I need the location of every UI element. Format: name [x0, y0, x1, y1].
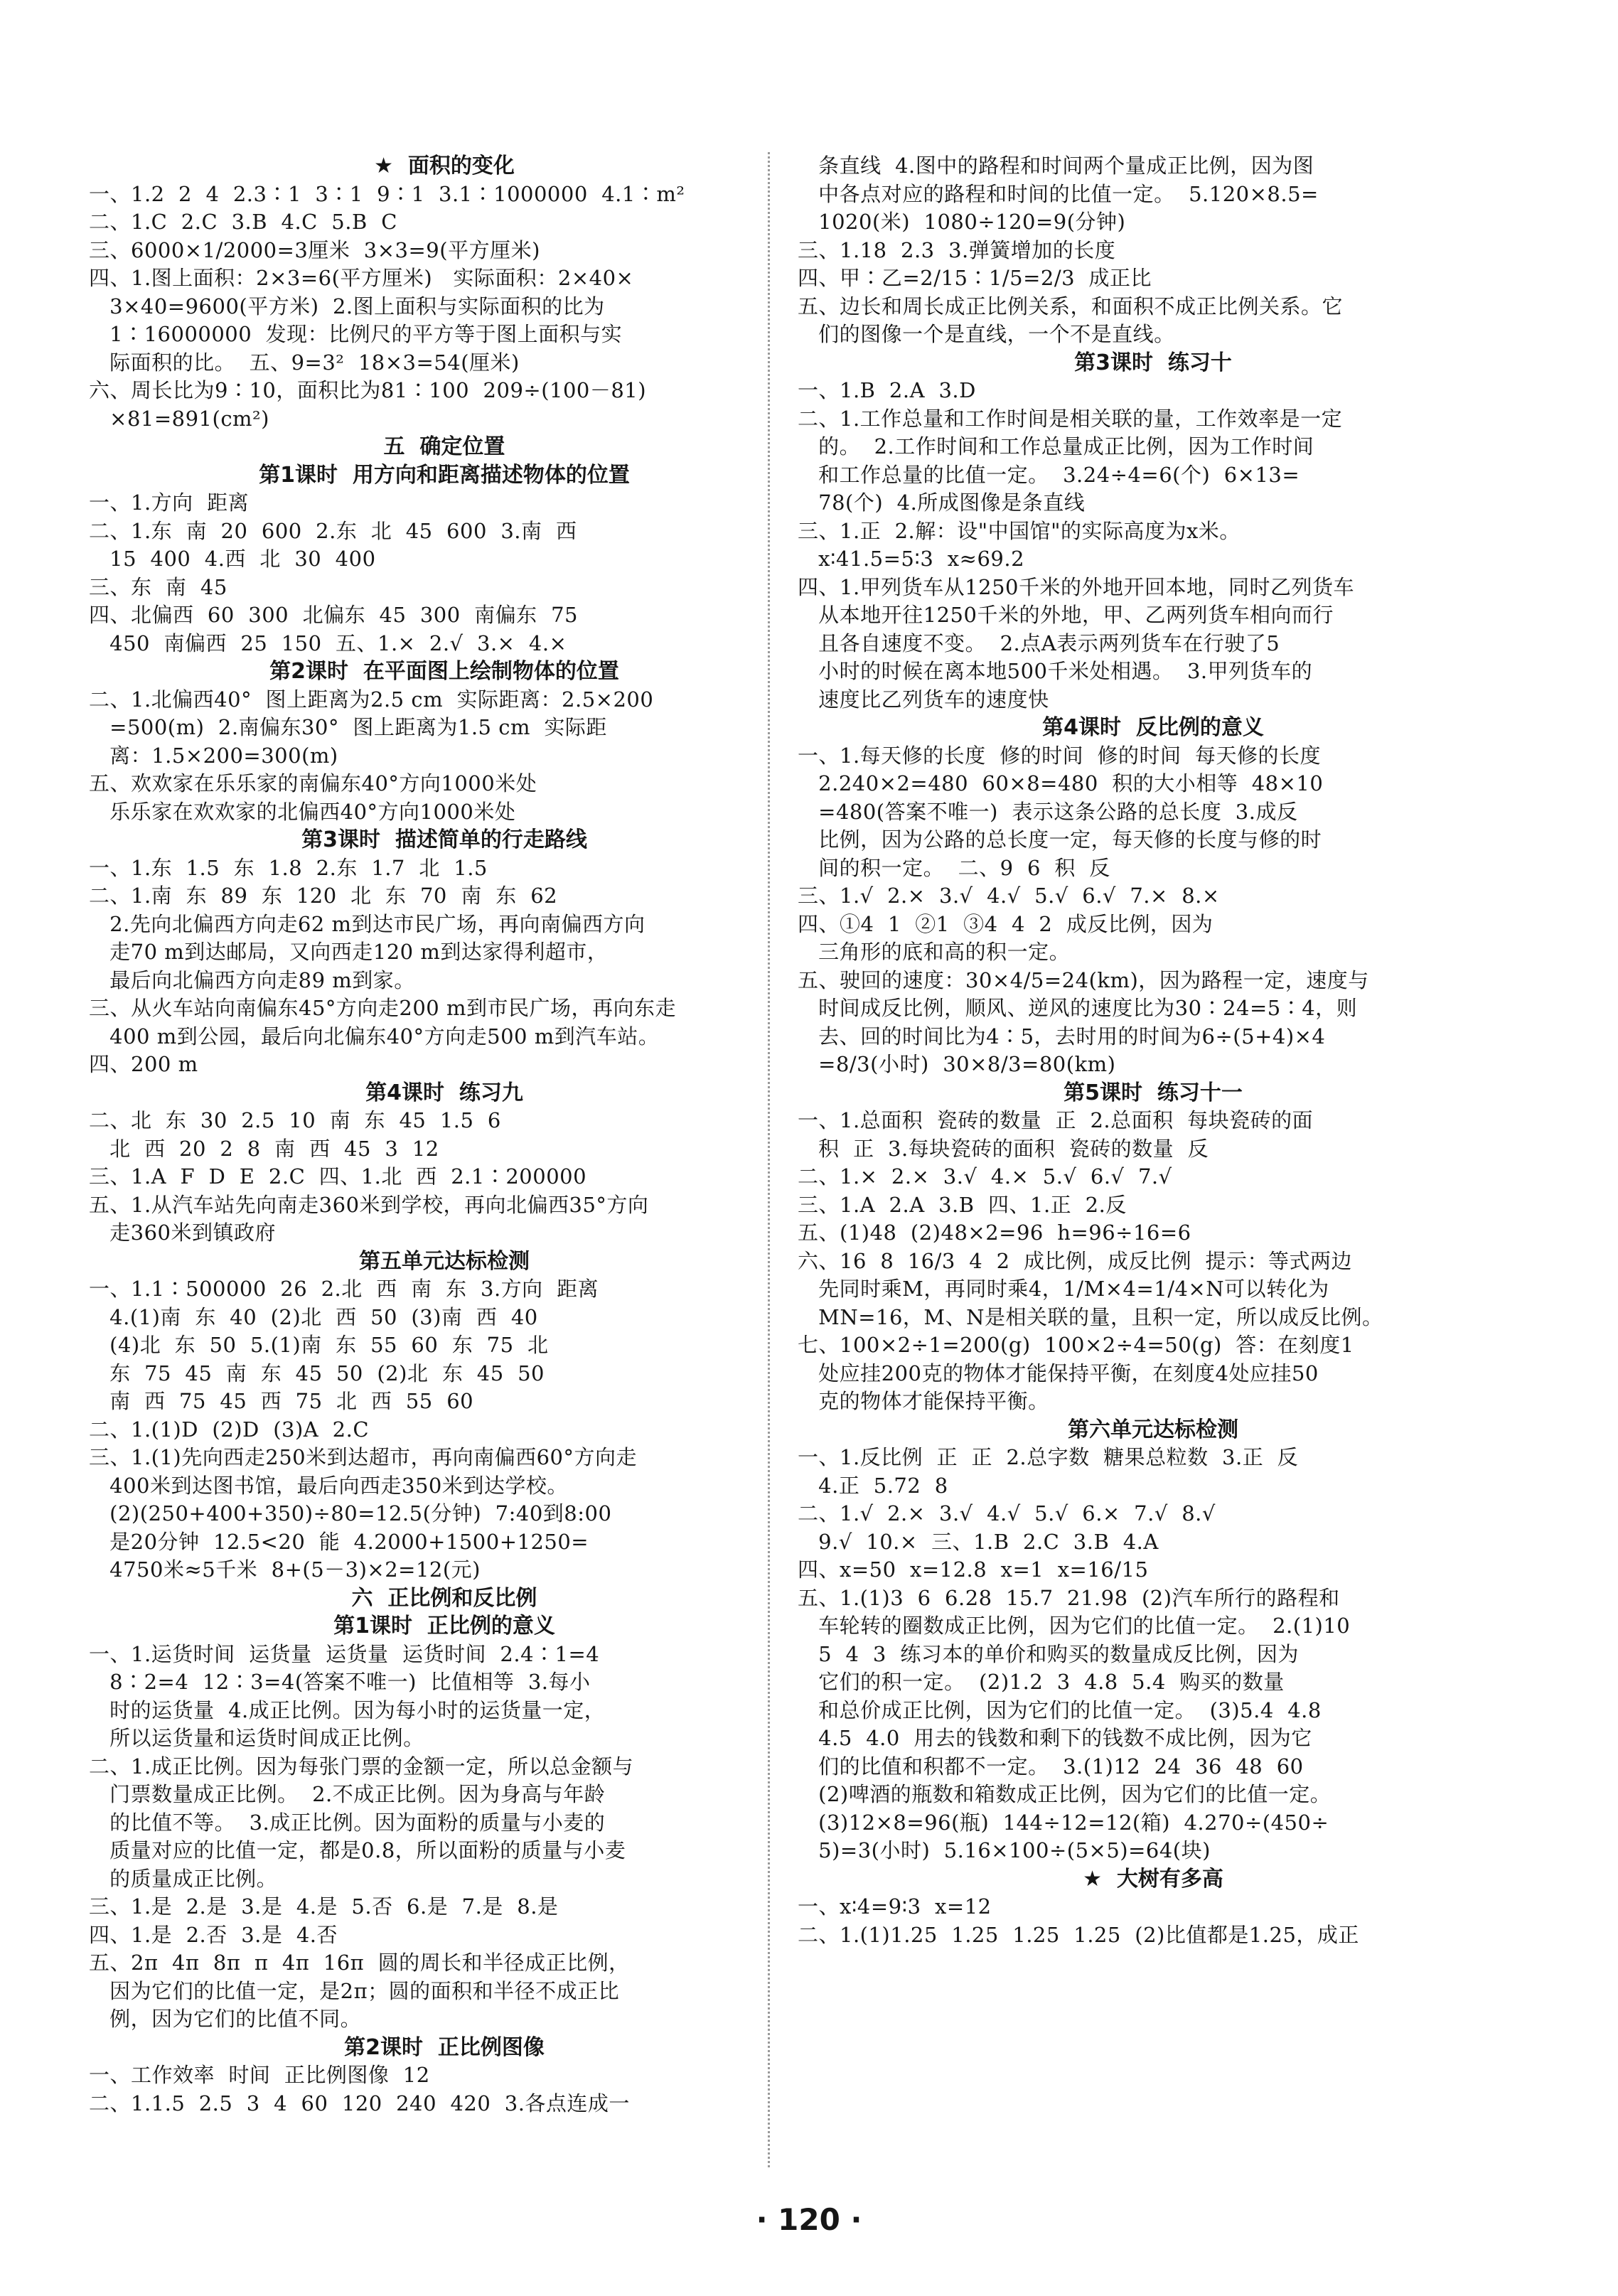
answer-line: 走70 m到达邮局，又向西走120 m到达家得利超市，: [89, 940, 609, 964]
answer-line: 4.正 5.72 8: [798, 1473, 948, 1498]
answer-line: 四、1.图上面积：2×3=6(平方厘米) 实际面积：2×40×: [89, 266, 634, 290]
answer-line: 2.240×2=480 60×8=480 积的大小相等 48×10: [798, 771, 1324, 795]
answer-line: 五、1.(1)3 6 6.28 15.7 21.98 (2)汽车所行的路程和: [798, 1585, 1340, 1610]
answer-line: 三角形的底和高的积一定。: [798, 940, 1071, 964]
answer-line: 四、①4 1 ②1 ③4 4 2 成反比例，因为: [798, 911, 1214, 936]
answer-line: 先同时乘M，再同时乘4，1/M×4=1/4×N可以转化为: [798, 1277, 1329, 1301]
answer-line: 车轮转的圈数成正比例，因为它们的比值一定。 2.(1)10: [798, 1614, 1351, 1638]
answer-line: 一、1.运货时间 运货量 运货量 运货时间 2.4∶1=4: [89, 1641, 600, 1666]
answer-line: 4.(1)南 东 40 (2)北 西 50 (3)南 西 40: [89, 1304, 538, 1329]
answer-line: 9.√ 10.× 三、1.B 2.C 3.B 4.A: [798, 1529, 1159, 1554]
answer-line: 且各自速度不变。 2.点A表示两列货车在行驶了5: [798, 631, 1280, 655]
answer-line: (2)(250+400+350)÷80=12.5(分钟) 7:40到8:00: [89, 1501, 612, 1525]
answer-line: (4)北 东 50 5.(1)南 东 55 60 东 75 北: [89, 1333, 549, 1357]
answer-line: 北 西 20 2 8 南 西 45 3 12: [89, 1136, 439, 1161]
answer-line: 和工作总量的比值一定。 3.24÷4=6(个) 6×13=: [798, 462, 1300, 487]
answer-line: 六、周长比为9∶10，面积比为81∶100 209÷(100－81): [89, 378, 647, 402]
answer-line: 四、x=50 x=12.8 x=1 x=16/15: [798, 1557, 1149, 1582]
section-heading: 第六单元达标检测: [1068, 1417, 1238, 1442]
answer-line: 们的比值和积都不一定。 3.(1)12 24 36 48 60: [798, 1754, 1304, 1779]
answer-line: 五、(1)48 (2)48×2=96 h=96÷16=6: [798, 1221, 1191, 1245]
section-heading: ★ 大树有多高: [1083, 1866, 1223, 1892]
answer-line: 四、甲∶乙=2/15∶1/5=2/3 成正比: [798, 266, 1152, 290]
section-heading: 第3课时 练习十: [1074, 350, 1232, 375]
section-heading: 第3课时 描述简单的行走路线: [301, 827, 587, 852]
answer-line: 走360米到镇政府: [89, 1221, 277, 1245]
answer-line: ×81=891(cm²): [89, 406, 269, 431]
section-heading: 第1课时 正比例的意义: [333, 1614, 555, 1638]
section-heading: 五 确定位置: [383, 434, 505, 459]
answer-line: 三、1.A F D E 2.C 四、1.北 西 2.1∶200000: [89, 1164, 587, 1189]
answer-line: 和总价成正比例，因为它们的比值一定。 (3)5.4 4.8: [798, 1697, 1322, 1722]
section-heading: 第4课时 练习九: [365, 1080, 523, 1105]
answer-line: 条直线 4.图中的路程和时间两个量成正比例，因为图: [798, 154, 1314, 178]
answer-line: 二、1.× 2.× 3.√ 4.× 5.√ 6.√ 7.√: [798, 1164, 1172, 1189]
answer-line: 二、1.北偏西40° 图上距离为2.5 cm 实际距离：2.5×200: [89, 687, 654, 712]
answer-line: 二、北 东 30 2.5 10 南 东 45 1.5 6: [89, 1108, 501, 1132]
answer-line: 二、1.工作总量和工作时间是相关联的量，工作效率是一定: [798, 406, 1343, 431]
answer-line: 4.5 4.0 用去的钱数和剩下的钱数不成比例，因为它: [798, 1726, 1312, 1750]
answer-line: 四、1.甲列货车从1250千米的外地开回本地，同时乙列货车: [798, 574, 1354, 599]
answer-line: 三、从火车站向南偏东45°方向走200 m到市民广场，再向东走: [89, 996, 676, 1020]
answer-line: 处应挂200克的物体才能保持平衡，在刻度4处应挂50: [798, 1361, 1319, 1385]
answer-line: 四、200 m: [89, 1052, 198, 1076]
answer-line: =500(m) 2.南偏东30° 图上距离为1.5 cm 实际距: [89, 715, 607, 739]
answer-line: 400 m到公园，最后向北偏东40°方向走500 m到汽车站。: [89, 1024, 660, 1048]
answer-line: 去、回的时间比为4∶5，去时用的时间为6÷(5+4)×4: [798, 1024, 1326, 1048]
answer-line: 的质量成正比例。: [89, 1866, 278, 1891]
answer-line: 15 400 4.西 北 30 400: [89, 547, 376, 571]
answer-line: 比例，因为公路的总长度一定，每天修的长度与修的时: [798, 827, 1322, 852]
answer-line: 克的物体才能保持平衡。: [798, 1389, 1049, 1413]
answer-line: 三、1.正 2.解：设"中国馆"的实际高度为x米。: [798, 518, 1241, 543]
answer-line: 5)=3(小时) 5.16×100÷(5×5)=64(块): [798, 1838, 1211, 1862]
answer-line: 从本地开往1250千米的外地，甲、乙两列货车相向而行: [798, 603, 1334, 627]
answer-line: 二、1.1.5 2.5 3 4 60 120 240 420 3.各点连成一: [89, 2091, 630, 2115]
answer-line: 一、1.每天修的长度 修的时间 修的时间 每天修的长度: [798, 743, 1321, 768]
answer-line: MN=16，M、N是相关联的量，且积一定，所以成反比例。: [798, 1304, 1383, 1329]
answer-line: 二、1.南 东 89 东 120 北 东 70 南 东 62: [89, 884, 558, 908]
answer-line: 六、16 8 16/3 4 2 成比例，成反比例 提示：等式两边: [798, 1248, 1352, 1273]
answer-line: 的比值不等。 3.成正比例。因为面粉的质量与小麦的: [89, 1810, 606, 1835]
answer-line: 一、1.东 1.5 东 1.8 2.东 1.7 北 1.5: [89, 855, 488, 880]
answer-line: 速度比乙列货车的速度快: [798, 687, 1049, 712]
answer-line: 二、1.东 南 20 600 2.东 北 45 600 3.南 西: [89, 518, 577, 543]
answer-line: 七、100×2÷1=200(g) 100×2÷4=50(g) 答：在刻度1: [798, 1333, 1354, 1357]
answer-line: 五、2π 4π 8π π 4π 16π 圆的周长和半径成正比例，: [89, 1951, 630, 1975]
section-heading: 第4课时 反比例的意义: [1042, 715, 1264, 740]
answer-line: 二、1.C 2.C 3.B 4.C 5.B C: [89, 210, 397, 234]
answer-line: 三、1.√ 2.× 3.√ 4.√ 5.√ 6.√ 7.× 8.×: [798, 884, 1220, 908]
answer-line: 400米到达图书馆，最后向西走350米到达学校。: [89, 1473, 568, 1498]
answer-line: 二、1.成正比例。因为每张门票的金额一定，所以总金额与: [89, 1754, 634, 1779]
answer-line: 三、东 南 45: [89, 574, 227, 599]
answer-line: 一、1.B 2.A 3.D: [798, 378, 976, 402]
answer-line: 南 西 75 45 西 75 北 西 55 60: [89, 1389, 474, 1413]
answer-line: 它们的积一定。 (2)1.2 3 4.8 5.4 购买的数量: [798, 1670, 1285, 1694]
answer-line: 二、1.(1)1.25 1.25 1.25 1.25 (2)比值都是1.25，成正: [798, 1922, 1359, 1947]
answer-line: 三、1.A 2.A 3.B 四、1.正 2.反: [798, 1192, 1127, 1217]
answer-line: 时的运货量 4.成正比例。因为每小时的运货量一定，: [89, 1697, 606, 1722]
section-heading: 第1课时 用方向和距离描述物体的位置: [259, 462, 630, 488]
answer-line: 们的图像一个是直线，一个不是直线。: [798, 322, 1175, 346]
answer-line: 五、欢欢家在乐乐家的南偏东40°方向1000米处: [89, 771, 537, 795]
answer-line: 积 正 3.每块瓷砖的面积 瓷砖的数量 反: [798, 1136, 1209, 1161]
answer-line: 五、驶回的速度：30×4/5=24(km)，因为路程一定，速度与: [798, 967, 1369, 992]
answer-line: 间的积一定。 二、9 6 积 反: [798, 855, 1110, 880]
answer-line: 例，因为它们的比值不同。: [89, 2007, 362, 2031]
answer-line: 一、工作效率 时间 正比例图像 12: [89, 2063, 430, 2087]
answer-line: 三、1.是 2.是 3.是 4.是 5.否 6.是 7.是 8.是: [89, 1894, 559, 1919]
answer-line: (3)12×8=96(瓶) 144÷12=12(箱) 4.270÷(450÷: [798, 1810, 1329, 1835]
answer-line: 的。 2.工作时间和工作总量成正比例，因为工作时间: [798, 434, 1314, 458]
answer-line: 际面积的比。 五、9=3² 18×3=54(厘米): [89, 350, 520, 375]
answer-line: 三、1.(1)先向西走250米到达超市，再向南偏西60°方向走: [89, 1445, 638, 1469]
answer-line: 门票数量成正比例。 2.不成正比例。因为身高与年龄: [89, 1782, 606, 1806]
page-number: · 120 ·: [756, 2202, 862, 2237]
section-heading: 第2课时 在平面图上绘制物体的位置: [269, 659, 619, 684]
answer-line: 3×40=9600(平方米) 2.图上面积与实际面积的比为: [89, 294, 605, 318]
section-heading: ★ 面积的变化: [374, 154, 515, 178]
answer-line: 4750米≈5千米 8+(5－3)×2=12(元): [89, 1557, 481, 1582]
answer-line: 质量对应的比值一定，都是0.8，所以面粉的质量与小麦: [89, 1838, 626, 1862]
answer-line: 450 南偏西 25 150 五、1.× 2.√ 3.× 4.×: [89, 631, 567, 655]
answer-line: 一、1.总面积 瓷砖的数量 正 2.总面积 每块瓷砖的面: [798, 1108, 1314, 1132]
answer-line: 2.先向北偏西方向走62 m到达市民广场，再向南偏西方向: [89, 911, 645, 936]
section-heading: 六 正比例和反比例: [351, 1585, 537, 1611]
answer-line: 5 4 3 练习本的单价和购买的数量成反比例，因为: [798, 1641, 1299, 1666]
answer-line: 8∶2=4 12∶3=4(答案不唯一) 比值相等 3.每小: [89, 1670, 591, 1694]
answer-line: 1∶16000000 发现：比例尺的平方等于图上面积与实: [89, 322, 623, 346]
answer-line: 小时的时候在离本地500千米处相遇。 3.甲列货车的: [798, 659, 1313, 683]
answer-line: 一、1.反比例 正 正 2.总字数 糖果总粒数 3.正 反: [798, 1445, 1299, 1469]
answer-line: =8/3(小时) 30×8/3=80(km): [798, 1052, 1116, 1076]
answer-line: 四、北偏西 60 300 北偏东 45 300 南偏东 75: [89, 603, 578, 627]
answer-line: x∶41.5=5∶3 x≈69.2: [798, 547, 1025, 571]
column-divider: [768, 152, 770, 2167]
right-column: [798, 152, 1509, 1949]
section-heading: 第五单元达标检测: [359, 1248, 530, 1274]
answer-line: (2)啤酒的瓶数和箱数成正比例，因为它们的比值一定。: [798, 1782, 1332, 1806]
answer-line: 五、边长和周长成正比例关系，和面积不成正比例关系。它: [798, 294, 1344, 318]
answer-line: =480(答案不唯一) 表示这条公路的总长度 3.成反: [798, 799, 1298, 824]
answer-line: 三、6000×1/2000=3厘米 3×3=9(平方厘米): [89, 237, 540, 262]
answer-line: 因为它们的比值一定，是2π；圆的面积和半径不成正比: [89, 1978, 620, 2003]
answer-line: 一、x∶4=9∶3 x=12: [798, 1894, 992, 1919]
answer-line: 最后向北偏西方向走89 m到家。: [89, 967, 415, 992]
answer-line: 东 75 45 南 东 45 50 (2)北 东 45 50: [89, 1361, 545, 1385]
answer-line: 一、1.1∶500000 26 2.北 西 南 东 3.方向 距离: [89, 1277, 599, 1301]
answer-line: 三、1.18 2.3 3.弹簧增加的长度: [798, 237, 1116, 262]
answer-line: 二、1.√ 2.× 3.√ 4.√ 5.√ 6.× 7.√ 8.√: [798, 1501, 1216, 1525]
answer-line: 一、1.方向 距离: [89, 490, 250, 515]
answer-line: 二、1.(1)D (2)D (3)A 2.C: [89, 1417, 370, 1442]
section-heading: 第2课时 正比例图像: [344, 2034, 545, 2060]
answer-line: 1020(米) 1080÷120=9(分钟): [798, 210, 1126, 234]
left-column: [89, 152, 800, 2118]
answer-line: 所以运货量和运货时间成正比例。: [89, 1726, 424, 1750]
answer-line: 中各点对应的路程和时间的比值一定。 5.120×8.5=: [798, 181, 1319, 206]
answer-line: 一、1.2 2 4 2.3∶1 3∶1 9∶1 3.1∶1000000 4.1∶m²: [89, 181, 685, 206]
answer-line: 78(个) 4.所成图像是条直线: [798, 490, 1086, 515]
answer-line: 四、1.是 2.否 3.是 4.否: [89, 1922, 338, 1947]
section-heading: 第5课时 练习十一: [1064, 1080, 1243, 1105]
answer-line: 五、1.从汽车站先向南走360米到学校，再向北偏西35°方向: [89, 1192, 649, 1217]
answer-line: 离：1.5×200=300(m): [89, 743, 338, 768]
answer-line: 时间成反比例，顺风、逆风的速度比为30∶24=5∶4，则: [798, 996, 1358, 1020]
answer-line: 乐乐家在欢欢家的北偏西40°方向1000米处: [89, 799, 516, 824]
answer-line: 是20分钟 12.5<20 能 4.2000+1500+1250=: [89, 1529, 589, 1554]
